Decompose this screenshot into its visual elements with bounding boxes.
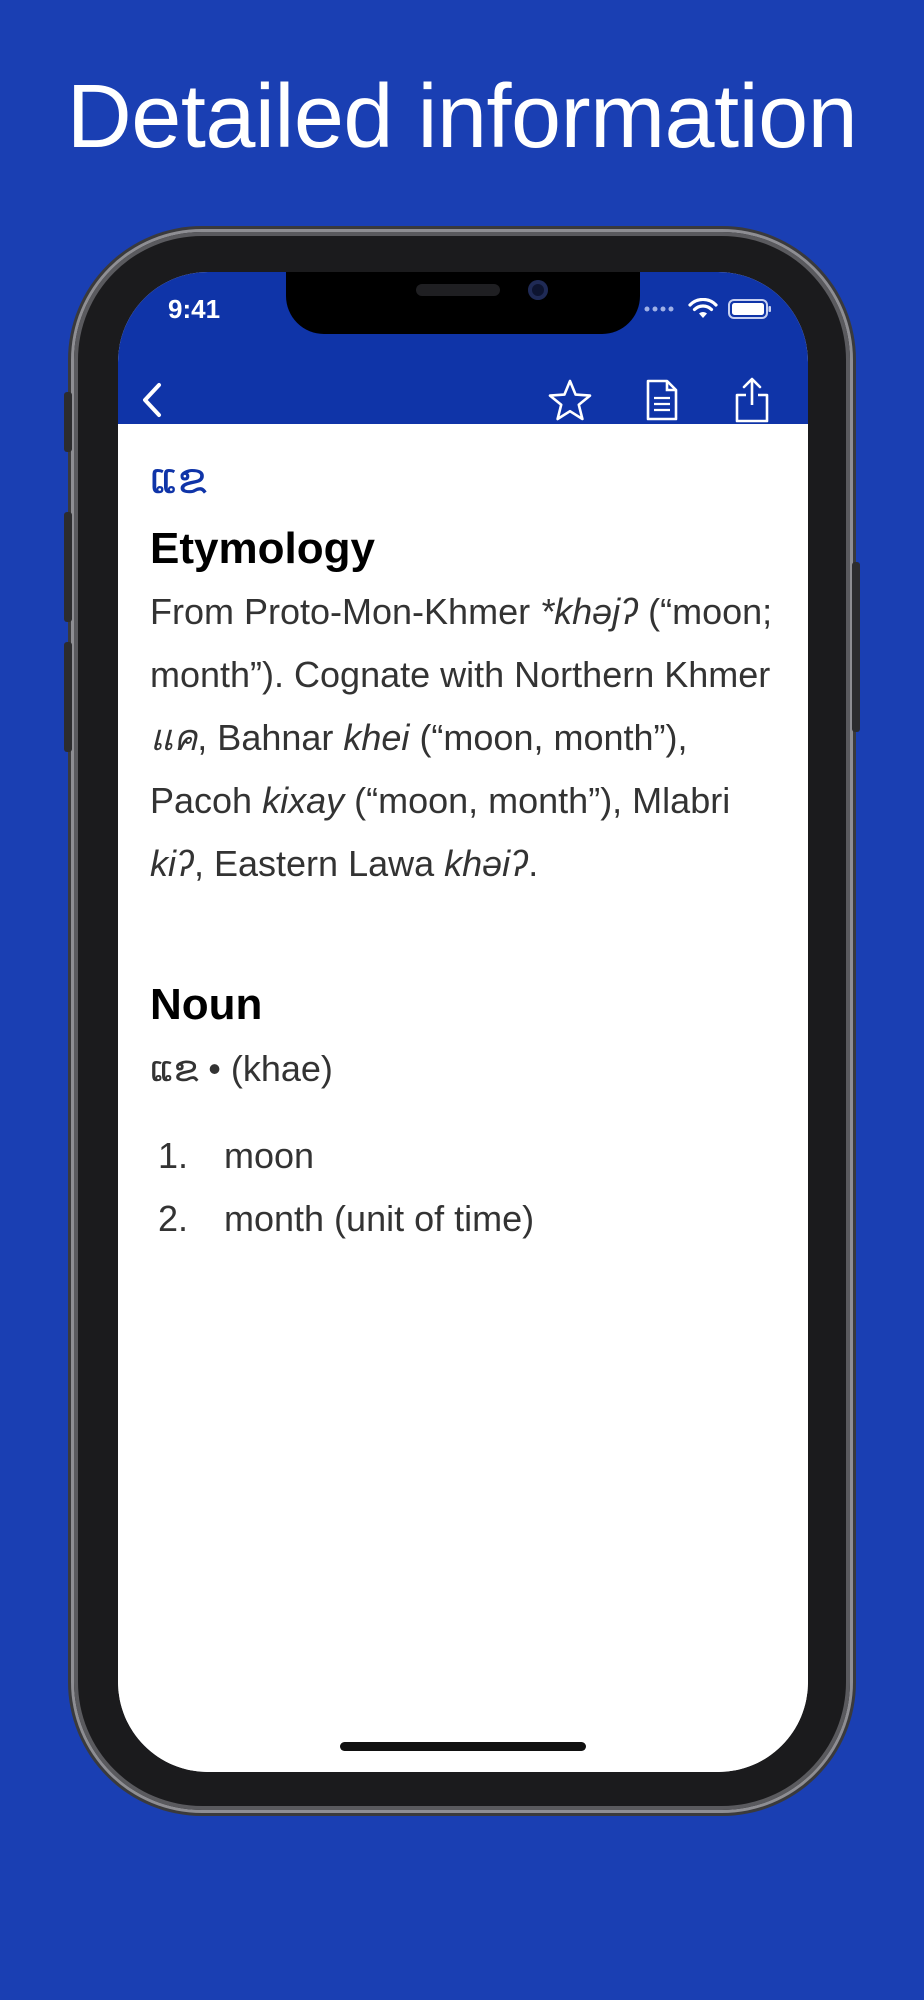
toolbar <box>118 368 808 432</box>
definition-item: 2. month (unit of time) <box>158 1187 534 1250</box>
signal-dots-icon <box>644 304 678 314</box>
back-button[interactable] <box>128 376 176 424</box>
battery-icon <box>728 298 772 320</box>
cognate-eastern-lawa[interactable]: khəiʔ <box>444 843 529 884</box>
speaker <box>416 284 500 296</box>
mute-switch <box>64 392 72 452</box>
etymology-heading: Etymology <box>150 524 375 573</box>
definitions-list <box>158 1124 534 1250</box>
phone-screen <box>118 272 808 1772</box>
share-icon <box>734 377 770 423</box>
star-icon <box>547 378 593 422</box>
definition-text: month (unit of time) <box>224 1198 535 1239</box>
document-icon <box>645 378 679 422</box>
cognate-bahnar[interactable]: khei <box>343 717 410 758</box>
cognate-pacoh[interactable]: kixay <box>262 780 345 821</box>
front-camera <box>528 280 548 300</box>
noun-heading: Noun <box>150 980 263 1029</box>
promo-headline: Detailed information <box>66 67 858 167</box>
cognate-mlabri[interactable]: kiʔ <box>150 843 194 884</box>
definition-text: moon <box>224 1135 315 1176</box>
noun-headword-line: ແຂ • (khae) <box>150 1048 333 1089</box>
headword: ແຂ <box>150 454 207 503</box>
chevron-left-icon <box>139 381 165 419</box>
entry-content <box>118 424 808 1772</box>
etymon-link[interactable]: *khəjʔ <box>540 591 639 632</box>
volume-up-button <box>64 512 72 622</box>
share-button[interactable] <box>728 376 776 424</box>
wifi-icon <box>688 298 718 320</box>
home-indicator[interactable] <box>340 1742 586 1751</box>
document-button[interactable] <box>638 376 686 424</box>
definition-item: 1. moon <box>158 1124 534 1187</box>
volume-down-button <box>64 642 72 752</box>
favorite-button[interactable] <box>546 376 594 424</box>
cognate-northern-khmer[interactable]: แค <box>150 717 198 758</box>
notch <box>286 272 640 334</box>
etymology-text: From Proto-Mon-Khmer *khəjʔ (“moon; month”). Cognate with Northern Khmer แค, Bahnar khei (“moon, month”), Pacoh kixay (“moon, month”), Mlabri kiʔ, Eastern Lawa khəiʔ. <box>150 591 773 884</box>
phone-frame <box>74 232 850 1810</box>
power-button <box>852 562 860 732</box>
status-time: 9:41 <box>168 294 221 324</box>
status-indicators <box>644 298 772 320</box>
